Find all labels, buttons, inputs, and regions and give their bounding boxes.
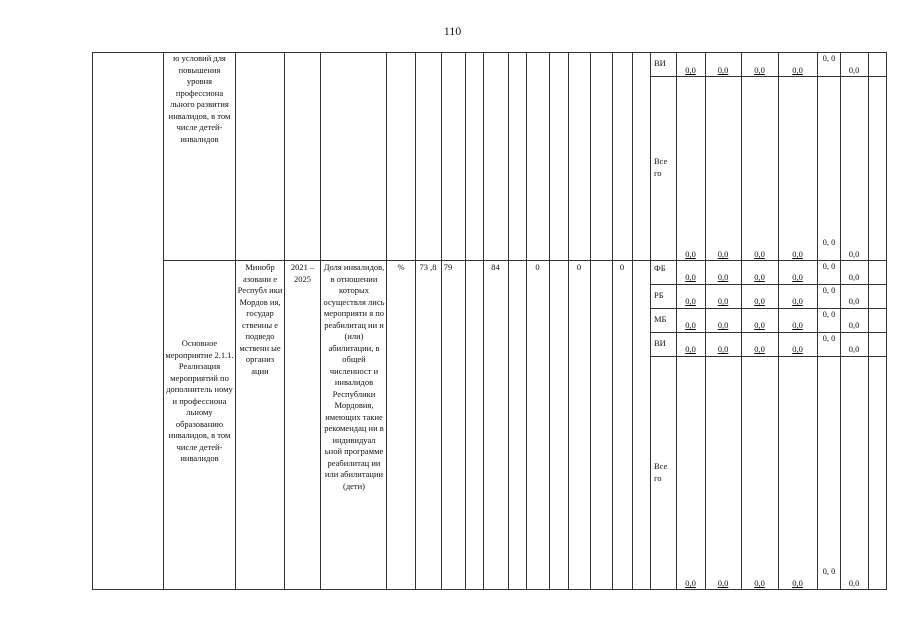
row2-source-mb: МБ: [654, 314, 667, 324]
row2-source-vi: ВИ: [654, 338, 666, 348]
page-number: 110: [443, 24, 462, 38]
row1-activity-name: ю условий для повышения уровня профессиона льного развития инвалидов, в том числе детей-инвалидов: [168, 53, 231, 144]
row2-source-fb: ФБ: [654, 263, 666, 273]
row2-source-total: Все го: [654, 461, 668, 483]
row1-source-vi: ВИ: [654, 58, 666, 68]
row2-indicator: Доля инвалидов, в отношении которых осуществля лись мероприяти я по реабилитац ии и (или) абилитации, в общей численност и инвалидов Республики Мордовия, имеющих такие рекомендац ии в индивидуал ьной программе реабилитац ии или абилитации (дети): [323, 262, 385, 491]
row2-source-rb: РБ: [654, 290, 664, 300]
row2-period: 2021 – 2025: [290, 262, 315, 284]
row2-unit: %: [397, 262, 405, 272]
row1-source-total: Все го: [654, 156, 668, 178]
row2-executor: Минобр азовани е Республ ики Мордов ия, государ ственны е подведо мственн ые организ ации: [237, 262, 283, 376]
row2-activity-name: Основное мероприятие 2.1.1. Реализация мероприятий по дополнитель ному и профессиона льному образованию инвалидов, в том числе детей-инвалидов: [165, 338, 234, 463]
